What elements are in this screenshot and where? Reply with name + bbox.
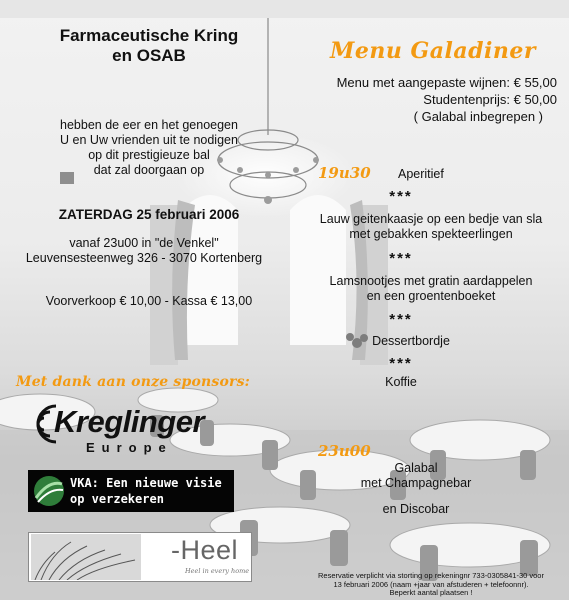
course-2-line2: en een groentenboeket bbox=[366, 289, 496, 303]
organizers-title bbox=[20, 26, 278, 66]
heel-name: -Heel bbox=[171, 535, 239, 565]
champagnebar-label: met Champagnebar bbox=[360, 476, 472, 490]
course-2-line1: Lamsnootjes met gratin aardappelen bbox=[329, 274, 533, 288]
ticket-prices: Voorverkoop € 10,00 - Kassa € 13,00 bbox=[45, 294, 253, 308]
venue-line2: Leuvensesteenweg 326 - 3070 Kortenberg bbox=[25, 251, 263, 265]
kreglinger-logo bbox=[26, 398, 246, 460]
organizers-title-line2: en OSAB bbox=[112, 46, 186, 65]
vka-line1: VKA: Een nieuwe visie bbox=[70, 476, 222, 490]
kreglinger-subtitle: Europe bbox=[86, 440, 173, 455]
invitation-line: hebben de eer en het genoegen bbox=[60, 118, 238, 132]
vka-emblem-icon bbox=[32, 474, 66, 508]
course-separator: *** bbox=[389, 355, 413, 372]
invitation-line: dat zal doorgaan op bbox=[93, 163, 205, 177]
vka-logo bbox=[28, 470, 234, 512]
kreglinger-name: Kreglinger bbox=[54, 404, 205, 439]
menu-prices bbox=[287, 74, 557, 125]
invitation-line: U en Uw vrienden uit te nodigen bbox=[60, 133, 238, 147]
time-galabal: 23u00 bbox=[318, 442, 371, 460]
time-aperitief: 19u30 bbox=[318, 164, 371, 182]
venue-line1: vanaf 23u00 in "de Venkel" bbox=[69, 236, 219, 250]
grass-icon bbox=[31, 534, 141, 580]
reservation-line1: Reservatie verplicht via storting op rekeningnr 733-0305841-30 voor bbox=[318, 571, 544, 580]
venue-info bbox=[10, 236, 278, 266]
event-date: ZATERDAG 25 februari 2006 bbox=[58, 207, 240, 222]
course-separator: *** bbox=[389, 250, 413, 267]
price-wines: Menu met aangepaste wijnen: € 55,00 bbox=[336, 75, 557, 90]
dessert-label: Dessertbordje bbox=[372, 334, 450, 348]
course-1-line2: met gebakken spekteerlingen bbox=[349, 227, 513, 241]
price-note: ( Galabal inbegrepen ) bbox=[413, 109, 543, 124]
organizers-title-line1: Farmaceutische Kring bbox=[59, 26, 239, 45]
menu-title: Menu Galadiner bbox=[330, 38, 536, 64]
course-1-line1: Lauw geitenkaasje op een bedje van sla bbox=[319, 212, 543, 226]
price-students: Studentenprijs: € 50,00 bbox=[423, 92, 557, 107]
galabal-label: Galabal bbox=[394, 461, 438, 475]
course-separator: *** bbox=[389, 311, 413, 328]
discobar-label: en Discobar bbox=[382, 502, 450, 516]
course-1 bbox=[296, 212, 566, 242]
reservation-line2: 13 februari 2006 (naam +jaar van afstuderen + telefoonnr). bbox=[333, 579, 529, 589]
sponsors-heading: Met dank aan onze sponsors: bbox=[16, 374, 251, 390]
vka-line2: op verzekeren bbox=[70, 492, 164, 506]
course-separator: *** bbox=[389, 188, 413, 205]
heel-logo bbox=[28, 532, 252, 582]
course-2 bbox=[296, 274, 566, 304]
galabal-info bbox=[346, 461, 486, 491]
invitation-text bbox=[20, 118, 278, 178]
coffee-label: Koffie bbox=[385, 375, 417, 389]
aperitief-label: Aperitief bbox=[398, 167, 444, 181]
reservation-line3: Beperkt aantal plaatsen ! bbox=[389, 588, 473, 597]
invitation-line: op dit prestigieuze bal bbox=[88, 148, 210, 162]
heel-tagline: Heel in every home bbox=[185, 567, 250, 575]
reservation-note bbox=[296, 572, 566, 598]
